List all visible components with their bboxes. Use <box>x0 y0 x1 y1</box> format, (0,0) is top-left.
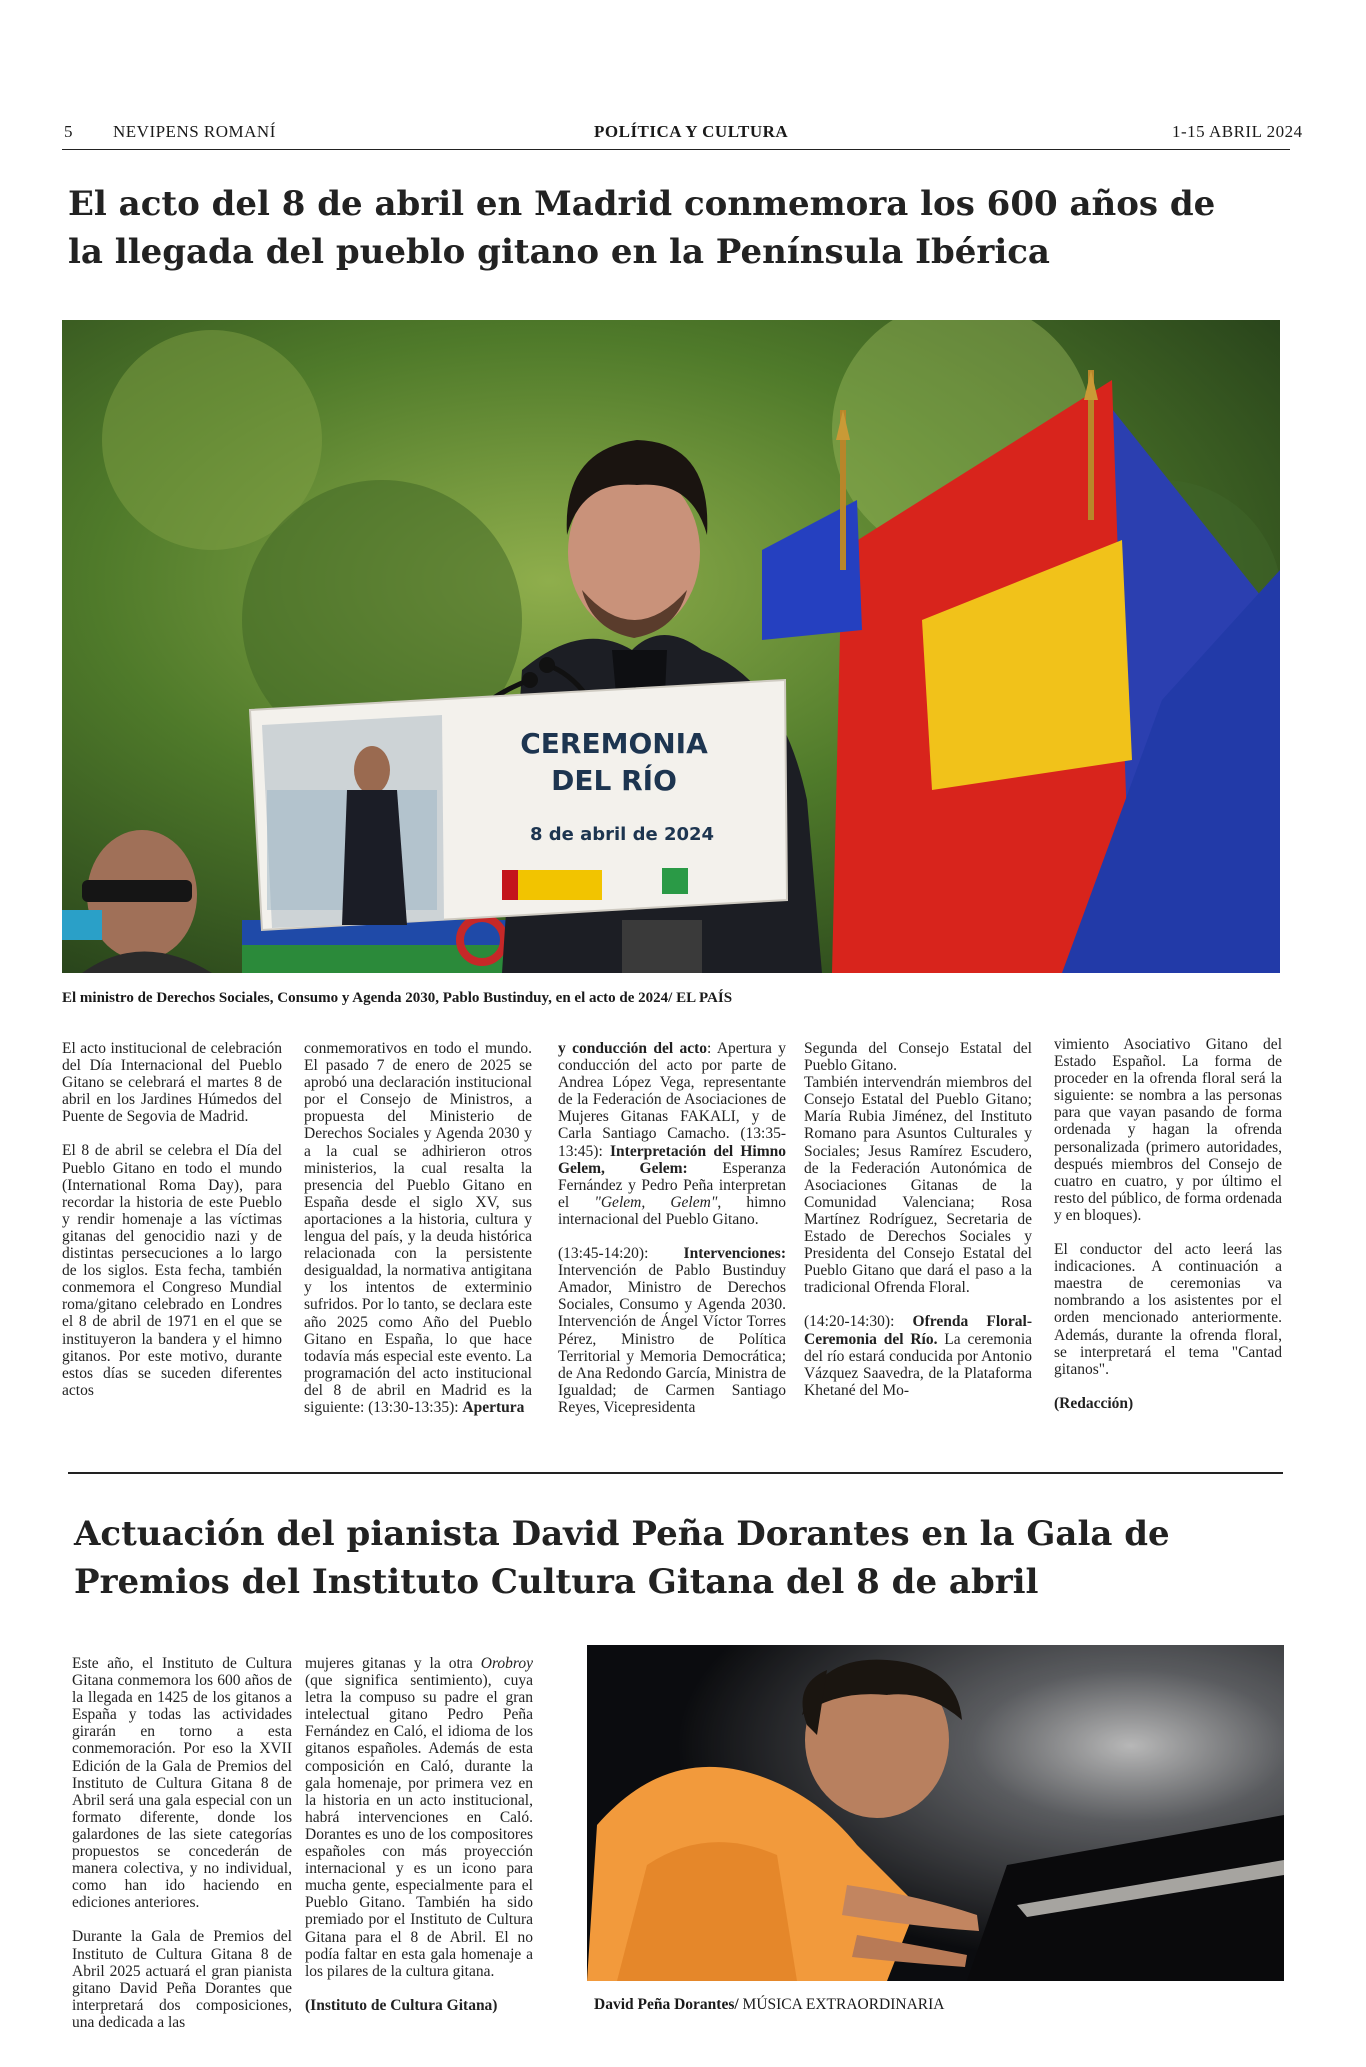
publication-name: NEVIPENS ROMANÍ <box>113 122 276 141</box>
paragraph: Esperanza Fernández y Pedro Peña interpretan el <box>558 1159 787 1211</box>
paragraph: El conductor del acto leerá las indicaciones. A continuación a maestra de ceremonias va nombrando a los asistentes por el orden mencionado anteriormente. Además, durante la ofrenda floral, se interpretará el tema "Cantad gitanos". <box>1054 1241 1282 1378</box>
article-column-2 <box>304 1040 532 1433</box>
banner-title-line1: CEREMONIA <box>520 727 708 760</box>
caption-name: David Peña Dorantes/ <box>594 1996 739 2013</box>
bold-text: Intervenciones: <box>683 1245 786 1263</box>
paragraph: Intervención de Pablo Bustinduy Amador, Ministro de Derechos Sociales, Consumo y Agenda 2030. Intervención de Ángel Víctor Torres Pérez, Ministro de Política Territorial y Memoria Democrática; de Ana Redondo García, Ministra de Igualdad; de Carmen Santiago Reyes, Vicepresidenta <box>558 1262 786 1416</box>
italic-text: Orobroy <box>480 1655 533 1672</box>
bold-text: Ofrenda Floral-Ceremonia del Río. <box>804 1313 1032 1348</box>
bold-text: Interpretación del Himno Gelem, Gelem: <box>558 1142 787 1177</box>
section-name: POLÍTICA Y CULTURA <box>594 122 789 141</box>
article-column-5 <box>1054 1036 1282 1429</box>
article-column-3 <box>558 1040 786 1433</box>
paragraph: conmemorativos en todo el mundo. El pasado 7 de enero de 2025 se aprobó una declaración institucional por el Consejo de Ministros, a propuesta del Ministerio de Derechos Sociales y Agenda 2030 y a la cual se adhirieron otros ministerios, la cual resalta la presencia del Pueblo Gitano en España desde el siglo XV, sus aportaciones a la historia, cultura y lengua del país, y la deuda histórica relacionada con la persistente desigualdad, la normativa antigitana y los intentos de exterminio sufridos. Por lo tanto, se declara este año 2025 como Año del Pueblo Gitano en España, lo que hace todavía más especial este evento. La programación del acto institucional del 8 de abril en Madrid es la siguiente: (13:30-13:35): <box>304 1040 532 1416</box>
banner-title-line2: DEL RÍO <box>551 764 677 797</box>
paragraph: El 8 de abril se celebra el Día del Pueblo Gitano en todo el mundo (International Roma Day), para recordar la historia de este Pueblo y rendir homenaje a las víctimas gitanas del genocidio nazi y de distintas persecuciones a lo largo de los siglos. Esta fecha, también conmemora el Congreso Mundial roma/gitano celebrado en Londres el 8 de abril de 1971 en el que se instituyeron la bandera y el himno gitanos. Por este motivo, durante estos días se suceden diferentes actos <box>62 1142 282 1399</box>
paragraph: Segunda del Consejo Estatal del Pueblo Gitano. <box>804 1040 1032 1075</box>
article-title: Actuación del pianista David Peña Dorantes en la Gala de Premios del Instituto Cultura Gitana del 8 de abril <box>74 1514 1170 1602</box>
article-column-1 <box>72 1655 292 2048</box>
article-title: El acto del 8 de abril en Madrid conmemora los 600 años de la llegada del pueblo gitano en la Península Ibérica <box>68 184 1216 272</box>
bold-text: Apertura <box>462 1398 525 1416</box>
issue-date: 1-15 ABRIL 2024 <box>1172 122 1303 141</box>
article-photo-pianist <box>587 1645 1284 1981</box>
article-photo-minister <box>62 320 1280 973</box>
paragraph: Este año, el Instituto de Cultura Gitana conmemora los 600 años de la llegada en 1425 de los gitanos a España y todas las actividades girarán en torno a esta conmemoración. Por eso la XVII Edición de la Gala de Premios del Instituto de Cultura Gitana 8 de Abril será una gala especial con un formato diferente, donde los galardones de las siete categorías propuestos se concederán de manera colectiva, y no individual, como han ido haciendo en ediciones anteriores. <box>72 1655 292 1912</box>
paragraph: mujeres gitanas y la otra <box>305 1655 473 1672</box>
paragraph: También intervendrán miembros del Consejo Estatal del Pueblo Gitano; María Rubia Jiménez, del Instituto Romano para Asuntos Culturales y Sociales; Jesus Ramírez Escudero, de la Federación Autonómica de Asociaciones Gitanas de la Comunidad Valenciana; Rosa Martínez Rodríguez, Secretaria de Estado de Derechos Sociales y Presidenta del Consejo Estatal del Pueblo Gitano que dará el paso a la tradicional Ofrenda Floral. <box>804 1074 1032 1297</box>
caption-credit: MÚSICA EXTRAORDINARIA <box>738 1996 945 2013</box>
page-number: 5 <box>64 122 73 141</box>
time-slot: (14:20-14:30): <box>804 1313 895 1331</box>
author-signature: (Instituto de Cultura Gitana) <box>305 1996 498 2014</box>
header-rule <box>62 149 1290 150</box>
bold-text: y conducción del acto <box>558 1040 708 1057</box>
paragraph: , himno internacional del Pueblo Gitano. <box>558 1193 786 1228</box>
paragraph: El acto institucional de celebración del Día Internacional del Pueblo Gitano se celebrará el martes 8 de abril en los Jardines Húmedos del Puente de Segovia de Madrid. <box>62 1040 282 1126</box>
article-column-1 <box>62 1040 282 1416</box>
paragraph: : Apertura y conducción del acto por parte de Andrea López Vega, representante de la Federación de Asociaciones de Mujeres Gitanas FAKALI, y de Carla Santiago Camacho. (13:35-13:45): <box>558 1040 786 1160</box>
article-divider <box>68 1472 1283 1474</box>
article-column-4 <box>804 1040 1032 1416</box>
banner-date: 8 de abril de 2024 <box>529 824 715 845</box>
paragraph: Durante la Gala de Premios del Instituto de Cultura Gitana 8 de Abril 2025 actuará el gran pianista gitano David Peña Dorantes que interpretará dos composiciones, una dedicada a las <box>72 1928 292 2031</box>
article-column-2 <box>305 1655 533 2031</box>
photo-caption: El ministro de Derechos Sociales, Consumo y Agenda 2030, Pablo Bustinduy, en el acto de 2024/ EL PAÍS <box>62 990 733 1006</box>
paragraph: (que significa sentimiento), cuya letra la compuso su padre el gran intelectual gitano Pedro Peña Fernández en Caló, el idioma de los gitanos españoles. Además de esta composición en Caló, durante la gala homenaje, por primera vez en la historia en un acto institucional, habrá intervenciones en Caló. Dorantes es uno de los compositores españoles con más proyección internacional y es un icono para mucha gente, especialmente para el Pueblo Gitano. También ha sido premiado por el Instituto de Cultura Gitana para el 8 de Abril. El no podía faltar en esta gala homenaje a los pilares de la cultura gitana. <box>305 1672 533 1980</box>
paragraph: vimiento Asociativo Gitano del Estado Español. La forma de proceder en la ofrenda floral será la siguiente: se nombra a las personas para que vayan pasando de forma ordenada y hagan la ofrenda personalizada (primero autoridades, después miembros del Consejo de cuatro en cuatro, y por último el resto del público, de forma ordenada y en bloques). <box>1054 1036 1282 1224</box>
time-slot: (13:45-14:20): <box>558 1245 649 1263</box>
italic-text: "Gelem, Gelem" <box>594 1193 718 1211</box>
paragraph: La ceremonia del río estará conducida por Antonio Vázquez Saavedra, de la Plataforma Khetané del Mo- <box>804 1330 1033 1399</box>
author-signature: (Redacción) <box>1054 1394 1134 1412</box>
photo-caption <box>594 1996 1284 2014</box>
